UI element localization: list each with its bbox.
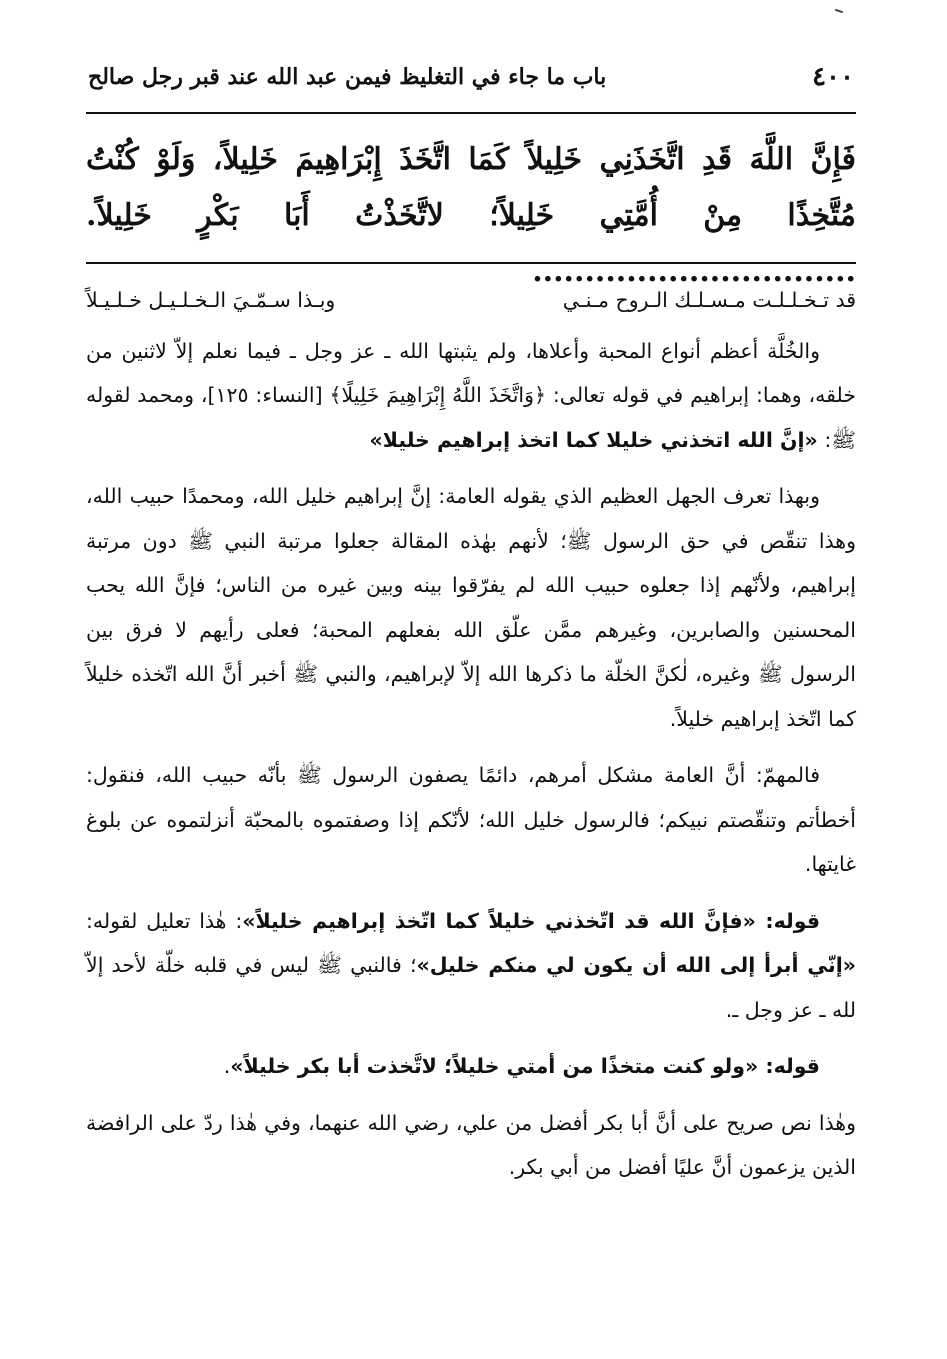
book-page xyxy=(86,40,856,1340)
paragraph-5 xyxy=(86,1044,856,1089)
paragraph-5-label: قوله: «ولو كنت متخذًا من أمتي خليلاً؛ لاتَّخذت أبا بكر خليلاً» xyxy=(230,1054,820,1078)
poetry-verse xyxy=(86,278,856,323)
paragraph-4-label: قوله: «فإنَّ الله قد اتّخذني خليلاً كما اتّخذ إبراهيم خليلاً» xyxy=(242,908,820,933)
paragraph-3: فالمهمّ: أنَّ العامة مشكل أمرهم، دائمًا يصفون الرسول ﷺ بأنّه حبيب الله، فنقول: أخطأتم وتنقّصتم نبيكم؛ فالرسول خليل الله؛ لأنّكم إذا وصفتموه بالمحبّة أنزلتموه عن بلوغ غايتها. xyxy=(86,763,856,876)
paragraph-5-end: . xyxy=(223,1054,231,1078)
scan-mark xyxy=(835,9,843,14)
running-title: باب ما جاء في التغليظ فيمن عبد الله عند قبر رجل صالح xyxy=(88,64,607,90)
verse-hemistich-2: وبـذا سـمّـيَ الـخـلـيـل خـلـيـلاً xyxy=(86,288,336,312)
paragraph-2: وبهذا تعرف الجهل العظيم الذي يقوله العامة: إنَّ إبراهيم خليل الله، ومحمدًا حبيب الله، وهذا تنقّص في حق الرسول ﷺ؛ لأنهم بهٰذه المقالة جعلوا مرتبة النبي ﷺ دون مرتبة إبراهيم، ولأنّهم إذا جعلوه حبيب الله لم يفرّقوا بينه وبين غيره من الناس؛ فإنَّ الله يحب المحسنين والصابرين، وغيرهم ممَّن علّق الله بفعلهم المحبة؛ فعلى رأيهم لا فرق بين الرسول ﷺ وغيره، لٰكنَّ الخلّة ما ذكرها الله إلاّ لإبراهيم، والنبي ﷺ أخبر أنَّ الله اتّخذه خليلاً كما اتّخذ إبراهيم خليلاً. xyxy=(86,484,856,731)
paragraph-1 xyxy=(86,329,856,463)
header-rule xyxy=(86,112,856,114)
verse-hemistich-1: قد تـخـلـلـت مـسـلـك الـروح مـنـي xyxy=(562,288,856,312)
hadith-dots: ............................... xyxy=(532,254,856,289)
paragraph-4-text-b: ؛ فالنبي ﷺ ليس في قلبه خلّة لأحد إلاّ لله ـ عز وجل ـ. xyxy=(86,953,856,1022)
hadith-body: فَإِنَّ اللَّهَ قَدِ اتَّخَذَنِي خَلِيلاً كَمَا اتَّخَذَ إِبْرَاهِيمَ خَلِيلاً، وَلَوْ كُنْتُ مُتَّخِذًا مِنْ أُمَّتِي خَلِيلاً؛ لاتَّخَذْتُ أَبَا بَكْرٍ خَلِيلاً. xyxy=(86,142,856,233)
paragraph-4-text-a: : هٰذا تعليل لقوله: xyxy=(86,908,243,933)
paragraph-4 xyxy=(86,899,856,1033)
page-number: ٤٠٠ xyxy=(812,62,854,92)
hadith-text xyxy=(86,132,856,300)
paragraph-6: وهٰذا نص صريح على أنَّ أبا بكر أفضل من علي، رضي الله عنهما، وفي هٰذا ردّ على الرافضة الذين يزعمون أنَّ عليًا أفضل من أبي بكر. xyxy=(86,1110,856,1179)
commentary xyxy=(86,278,856,1202)
hadith-quote-1: «إنَّ الله اتخذني خليلا كما اتخذ إبراهيم خليلا» xyxy=(369,427,818,452)
hadith-rule xyxy=(86,262,856,264)
hadith-quote-2: «إنّي أبرأ إلى الله أن يكون لي منكم خليل» xyxy=(416,953,856,977)
page-header xyxy=(86,62,856,106)
paragraph-1-text: والخُلَّة أعظم أنواع المحبة وأعلاها، ولم يثبتها الله ـ عز وجل ـ فيما نعلم إلاّ لاثنين من خلقه، وهما: إبراهيم في قوله تعالى: ﴿وَاتَّخَذَ اللَّهُ إِبْرَاهِيمَ خَلِيلًا﴾ [النساء: ١٢٥]، ومحمد لقوله ﷺ: xyxy=(86,338,856,452)
